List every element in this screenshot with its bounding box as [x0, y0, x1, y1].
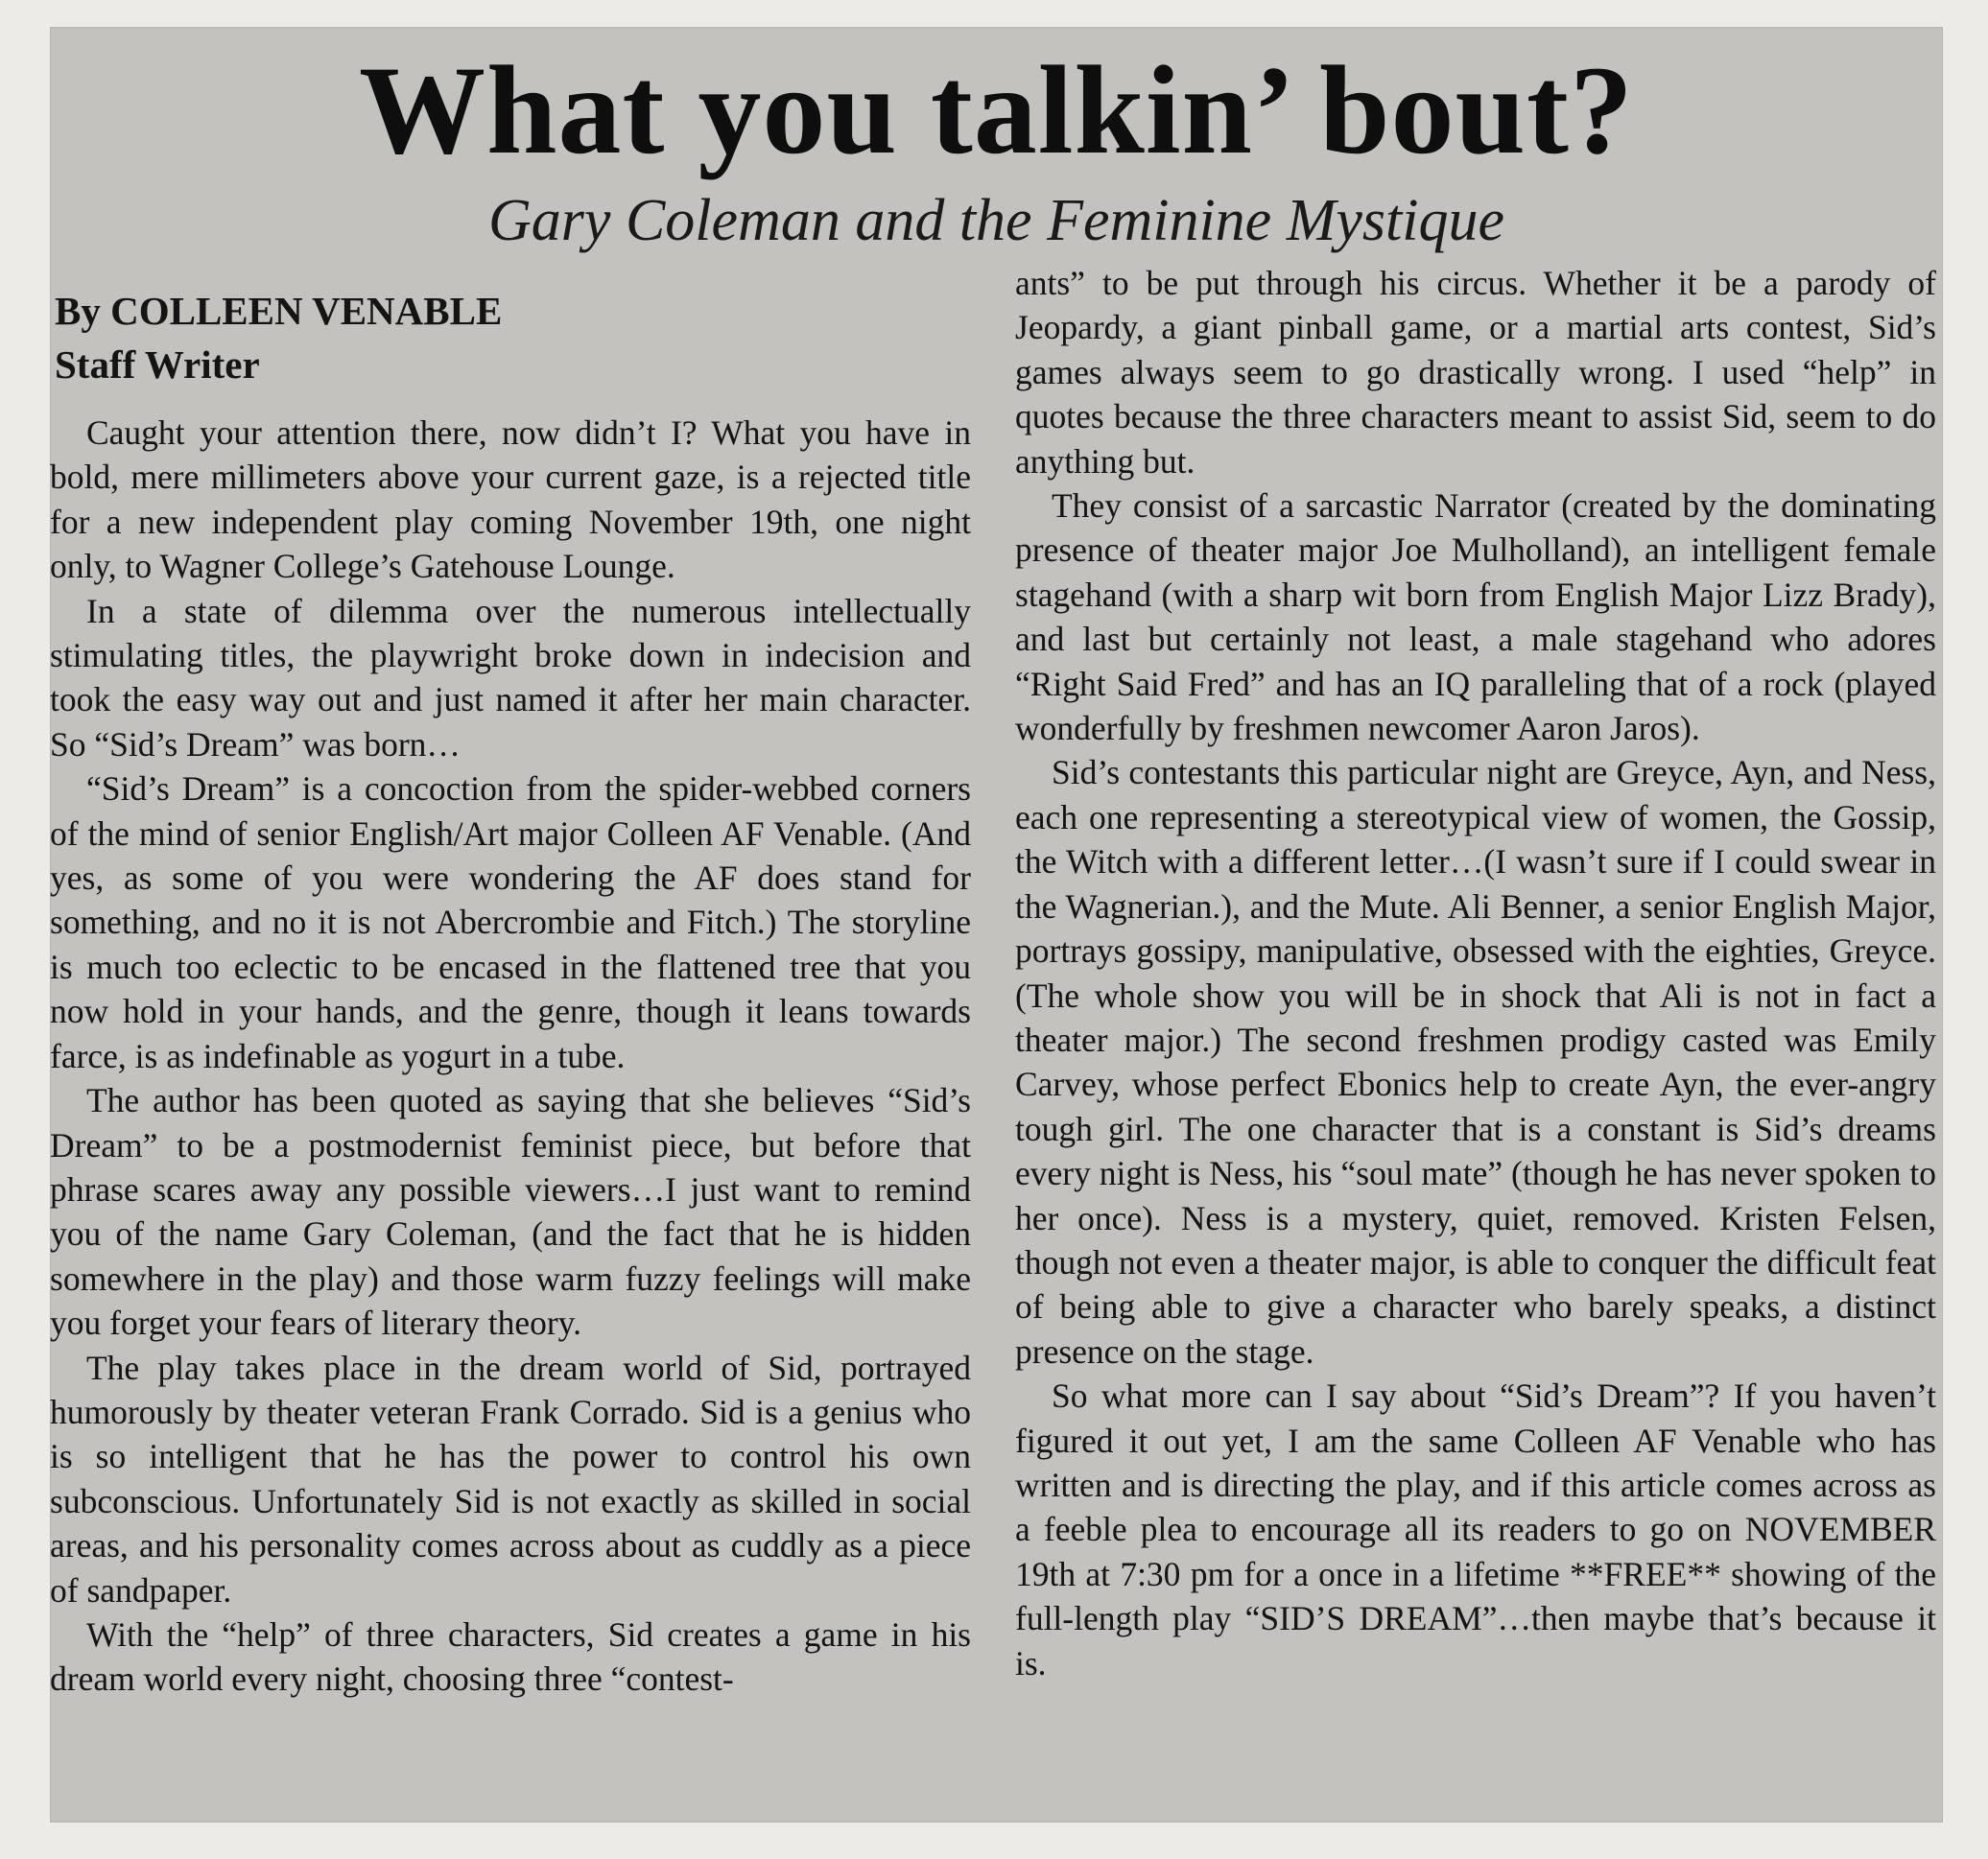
- paragraph: They consist of a sarcastic Narrator (created by the dominating presence of theater major Joe Mulholland), an intelligent female stagehand (with a sharp wit born from English Major Lizz Brady), and last but certainly not least, a male stagehand who adores “Right Said Fred” and has an IQ paralleling that of a rock (played wonderfully by freshmen newcomer Aaron Jaros).: [1015, 486, 1936, 748]
- paragraph: The author has been quoted as saying that she believes “Sid’s Dream” to be a postmodernist feminist piece, but before that phrase scares away any possible viewers…I just want to remind you of the name Gary Coleman, (and the fact that he is hidden somewhere in the play) and those warm fuzzy feelings will make you forget your fears of literary theory.: [50, 1081, 971, 1343]
- headline: What you talkin’ bout?: [359, 39, 1634, 180]
- byline: [55, 284, 502, 391]
- paragraph: ants” to be put through his circus. Whether it be a parody of Jeopardy, a giant pinball game, or a martial arts contest, Sid’s games always seem to go drastically wrong. I used “help” in quotes because the three characters meant to assist Sid, seem to do anything but.: [1015, 264, 1936, 481]
- author-role: Staff Writer: [55, 342, 260, 387]
- right-column: [1015, 261, 1936, 1685]
- left-column: [50, 411, 971, 1702]
- paragraph: In a state of dilemma over the numerous intellectually stimulating titles, the playwright broke down in indecision and took the easy way out and just named it after her main character. So “Sid’s Dream” was born…: [50, 591, 971, 764]
- author-name: By COLLEEN VENABLE: [55, 289, 503, 333]
- paragraph: With the “help” of three characters, Sid creates a game in his dream world every night, choosing three “contest-: [50, 1614, 971, 1699]
- article-clipping: [50, 27, 1943, 1823]
- paragraph: “Sid’s Dream” is a concoction from the spider-webbed corners of the mind of senior English/Art major Colleen AF Venable. (And yes, as some of you were wondering the AF does stand for something, and no it is not Abercrombie and Fitch.) The storyline is much too eclectic to be encased in the flattened tree that you now hold in your hands, and the genre, though it leans towards farce, is as indefinable as yogurt in a tube.: [50, 769, 971, 1075]
- paragraph: Sid’s contestants this particular night are Greyce, Ayn, and Ness, each one representing a stereotypical view of women, the Gossip, the Witch with a different letter…(I wasn’t sure if I could swear in the Wagnerian.), and the Mute. Ali Benner, a senior English Major, portrays gossipy, manipulative, obsessed with the eighties, Greyce. (The whole show you will be in shock that Ali is not in fact a theater major.) The second freshmen prodigy casted was Emily Carvey, whose perfect Ebonics help to create Ayn, the ever-angry tough girl. The one character that is a constant is Sid’s dreams every night is Ness, his “soul mate” (though he has never spoken to her once). Ness is a mystery, quiet, removed. Kristen Felsen, though not even a theater major, is able to conquer the difficult feat of being able to give a character who barely speaks, a distinct presence on the stage.: [1015, 753, 1936, 1371]
- paragraph: Caught your attention there, now didn’t I? What you have in bold, mere millimeters above your current gaze, is a rejected title for a new independent play coming November 19th, one night only, to Wagner College’s Gatehouse Lounge.: [50, 413, 971, 586]
- paragraph: The play takes place in the dream world of Sid, portrayed humorously by theater veteran Frank Corrado. Sid is a genius who is so intelligent that he has the power to control his own subconscious. Unfortunately Sid is not exactly as skilled in social areas, and his personality comes across about as cuddly as a piece of sandpaper.: [50, 1348, 971, 1610]
- subheadline: Gary Coleman and the Feminine Mystique: [488, 188, 1504, 253]
- paragraph: So what more can I say about “Sid’s Dream”? If you haven’t figured it out yet, I am the same Colleen AF Venable who has written and is directing the play, and if this article comes across as a feeble plea to encourage all its readers to go on NOVEMBER 19th at 7:30 pm for a once in a lifetime **FREE** showing of the full-length play “SID’S DREAM”…then maybe that’s because it is.: [1015, 1377, 1936, 1683]
